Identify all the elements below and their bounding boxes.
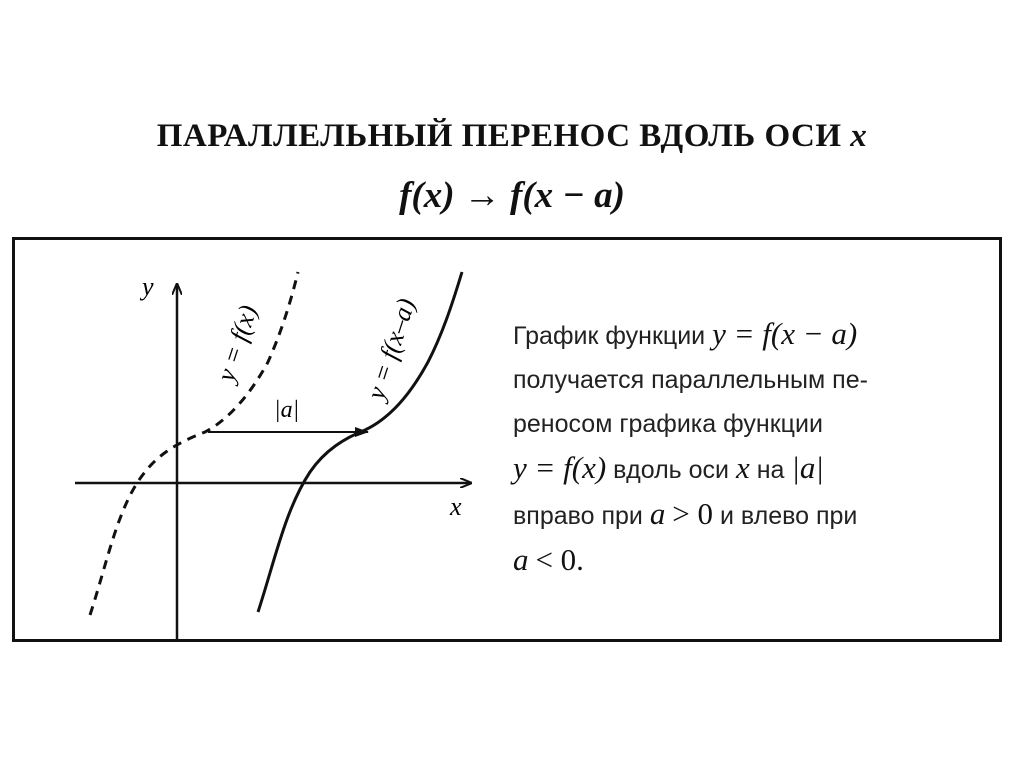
explanation-text: [513, 312, 983, 584]
explanation-l5-cmp: > 0: [672, 496, 714, 531]
explanation-l6-var: a: [513, 542, 529, 577]
explanation-l5-text-b: и влево при: [719, 502, 858, 530]
explanation-line-6: [513, 538, 983, 584]
y-axis-label: y: [142, 272, 154, 301]
explanation-line-3: реносом графика функции: [513, 410, 823, 438]
title-variable: x: [850, 118, 868, 154]
shift-label: |a|: [274, 397, 300, 423]
explanation-l4-text-b: на: [756, 456, 785, 484]
shifted-curve: [258, 272, 462, 612]
explanation-l4-var: x: [735, 450, 750, 485]
original-curve: [90, 272, 298, 615]
transform-formula: f(x) → f(x − a): [399, 175, 625, 216]
explanation-l1-math: y = f(x − a): [712, 316, 858, 351]
explanation-l4-abs: |a|: [791, 450, 824, 485]
title-text: ПАРАЛЛЕЛЬНЫЙ ПЕРЕНОС ВДОЛЬ ОСИ: [156, 118, 842, 154]
explanation-line-2: получается параллельным пе-: [513, 366, 868, 394]
explanation-l4-math: y = f(x): [513, 450, 607, 485]
x-axis-label: x: [450, 492, 462, 521]
explanation-l4-text-a: вдоль оси: [613, 456, 730, 484]
explanation-l5-var: a: [649, 496, 666, 531]
original-curve-label: y = f(x): [211, 301, 263, 385]
explanation-line-4: [513, 446, 983, 492]
explanation-l5-text-a: вправо при: [513, 502, 643, 530]
explanation-line-1: [513, 312, 983, 358]
shifted-curve-label: y = f(x–a): [361, 294, 421, 403]
explanation-l1-text: График функции: [513, 322, 706, 350]
explanation-line-5: [513, 492, 983, 538]
explanation-l6-cmp: < 0.: [535, 542, 584, 577]
